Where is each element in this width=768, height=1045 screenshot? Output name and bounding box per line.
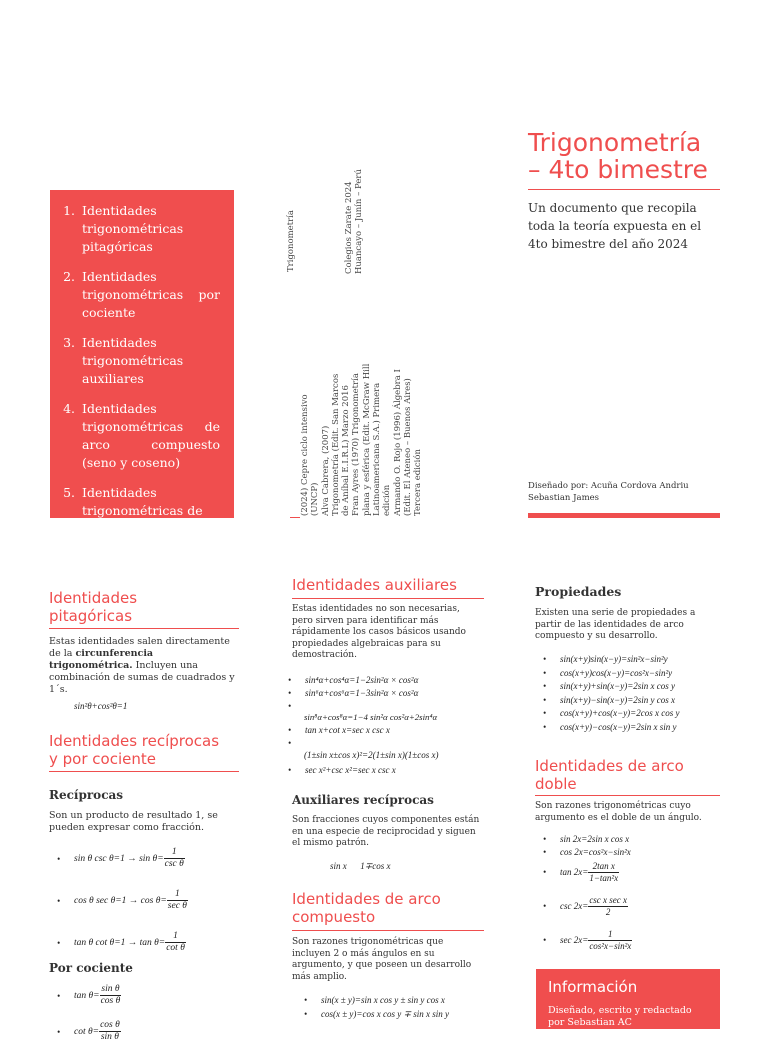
toc-item[interactable]: 2. Identidades trigonométricas por cociente — [63, 269, 220, 320]
toc-item[interactable]: 3. Identidades trigonométricas auxiliares — [63, 335, 184, 386]
pitagoricas-formula-cut: sin²θ+cos²θ=1 — [74, 701, 128, 711]
formula-item: • cos(x+y)+cos(x−y)=2cos x cos y — [535, 707, 735, 721]
toc-item[interactable]: 4. Identidades trigonométricas de arco compuesto (seno y coseno) — [63, 401, 220, 470]
designer-credit: Diseñado por: Acuña Cordova Andriu Sebastian James — [528, 481, 689, 503]
auxiliares-text: Estas identidades no son necesarias, pero sirven para identificar más rápidamente los casos básicos usando propiedades algebraicas para su demostración. — [292, 604, 466, 660]
auxiliares-heading: Identidades auxiliares — [292, 576, 457, 594]
formula-item: • tan θ= $\frac{\text{sin θ}}{\text{cos θ}}$ — [49, 983, 249, 1009]
info-box — [536, 969, 720, 1029]
document-subtitle: Un documento que recopila toda la teoría expuesta en el 4to bimestre del año 2024 — [528, 201, 702, 251]
arco-doble-text: Son razones trigonométricas cuyo argumento es el doble de un ángulo. — [535, 801, 702, 823]
cociente-subheading: Por cociente — [49, 961, 133, 975]
formula-item: • cos(x+y)−cos(x−y)=2sin x sin y — [535, 721, 735, 735]
table-of-contents — [50, 190, 234, 518]
auxiliares-formula-sq: (1±sin x±cos x)²=2(1±sin x)(1±cos x) — [304, 750, 439, 760]
formula-item: • sin(x ± y)=sin x cos y ± sin y cos x — [296, 993, 496, 1007]
formula-item: • sin⁴α+cos⁴α=1−2sin²α × cos²α — [280, 674, 490, 687]
auxiliares-divider — [292, 598, 484, 599]
reciprocas-formulas — [49, 846, 249, 956]
references-list: (2024) Cepre ciclo intensivo (UNCP) Alva Cabrera, (2007) Trigonometría (Edit. San Marcos de Aníbal E.I.R.L) Marzo 2016 Fran Ayres (1970) Trigonometría plana y esférica (Edit. McGraw Hill Latinoamericana S.A.) Primera edición Armando O. Rojo (1996) Álgebra I (Edit. El Ateneo – Buenos Aires) Tercera edición — [300, 363, 424, 516]
arco-compuesto-heading: Identidades de arco compuesto — [292, 890, 441, 926]
formula-item: • sin θ csc θ=1 → sin θ= $\frac{1}{\text{csc θ}}$ — [49, 846, 249, 872]
info-text: Diseñado, escrito y redactado por Sebastian AC — [548, 1005, 692, 1028]
formula-item: • sin(x+y)+sin(x−y)=2sin x cos y — [535, 680, 735, 694]
formula-item: • tan x+cot x=sec x csc x — [280, 724, 490, 737]
formula-item: • sin(x+y)sin(x−y)=sin²x−sin²y — [535, 653, 735, 667]
auxiliares-reciprocas-subheading: Auxiliares recíprocas — [292, 793, 434, 807]
toc-item[interactable]: 1. Identidades trigonométricas pitagóricas — [63, 203, 184, 254]
formula-item: • cos(x+y)cos(x−y)=cos²x−sin²y — [535, 667, 735, 681]
arco-doble-divider — [535, 795, 720, 796]
propiedades-text: Existen una serie de propiedades a partir de las identidades de arco compuesto y su desarrollo. — [535, 608, 696, 641]
formula-item: • sec 2x= $\frac{1}{\text{cos²x−sin²x}}$ — [535, 927, 725, 953]
formula-item: • sin⁶α+cos⁶α=1−3sin²α × cos²α — [280, 687, 490, 700]
propiedades-subheading: Propiedades — [535, 584, 622, 599]
formula-item: • tan θ cot θ=1 → tan θ= $\frac{1}{\text{cot θ}}$ — [49, 930, 249, 956]
arco-compuesto-divider — [292, 930, 484, 931]
reciprocas-heading: Identidades recíprocas y por cociente — [49, 732, 220, 768]
formula-item: • cot θ= $\frac{\text{cos θ}}{\text{sin θ}}$ — [49, 1019, 249, 1045]
formula-item: • tan 2x= $\frac{\text{2tan x}}{\text{1−tan²x}}$ — [535, 859, 725, 885]
formula-item: • cos 2x=cos²x−sin²x — [535, 846, 725, 859]
arco-compuesto-formulas — [296, 993, 496, 1021]
auxiliares-reciprocas-text: Son fracciones cuyos componentes están en una especie de reciprocidad y siguen el mismo patrón. — [292, 815, 480, 848]
pitagoricas-divider — [49, 628, 239, 629]
reciprocas-subheading: Recíprocas — [49, 788, 124, 802]
reciprocas-divider — [49, 771, 239, 772]
title-footer-bar — [528, 513, 720, 518]
auxiliares-formulas — [280, 674, 490, 700]
auxiliares-formulas-3 — [280, 764, 490, 777]
document-title: Trigonometría – 4to bimestre — [528, 128, 708, 184]
cociente-formulas — [49, 983, 249, 1045]
formula-item: • cos θ sec θ=1 → cos θ= $\frac{1}{\text{sec θ}}$ — [49, 888, 249, 914]
auxiliares-formula-long: sin⁸α+cos⁸α=1−4 sin²α cos²α+2sin⁴α — [304, 712, 438, 722]
back-panel-school: Colegios Zarate 2024 Huancayo – Junín – Perú — [344, 169, 364, 274]
formula-item: • csc 2x= $\frac{\text{csc x sec x}}{2}$ — [535, 893, 725, 919]
reciprocas-text: Son un producto de resultado 1, se pueden expresar como fracción. — [49, 810, 218, 833]
arco-doble-formulas — [535, 833, 725, 953]
reference-accent-line — [290, 517, 300, 518]
formula-item: • sec x²+csc x²=sec x csc x — [280, 764, 490, 777]
pitagoricas-heading: Identidades pitagóricas — [49, 589, 138, 625]
toc-item[interactable]: 5. Identidades trigonométricas de — [63, 485, 203, 518]
propiedades-formulas — [535, 653, 735, 734]
title-divider — [528, 189, 720, 190]
formula-item: • cos(x ± y)=cos x cos y ∓ sin x sin y — [296, 1007, 496, 1021]
arco-doble-formulas-clip — [535, 833, 725, 959]
back-panel-label: Trigonometría — [286, 210, 296, 272]
info-heading: Información — [548, 978, 638, 996]
formula-item: • sin(x+y)−sin(x−y)=2sin y cos x — [535, 694, 735, 708]
auxiliares-formula-cut: sin x 1∓cos x — [330, 861, 391, 871]
pitagoricas-text: Estas identidades salen directamente de la circunferencia trigonométrica. Incluyen una combinación de sumas de cuadrados y 1´s. — [49, 636, 235, 695]
arco-compuesto-text: Son razones trigonométricas que incluyen 2 o más ángulos en su argumento, y que poseen un desarrollo más amplio. — [292, 937, 472, 982]
auxiliares-formulas-2 — [280, 724, 490, 737]
arco-doble-heading: Identidades de arco doble — [535, 757, 684, 793]
formula-item: • sin 2x=2sin x cos x — [535, 833, 725, 846]
